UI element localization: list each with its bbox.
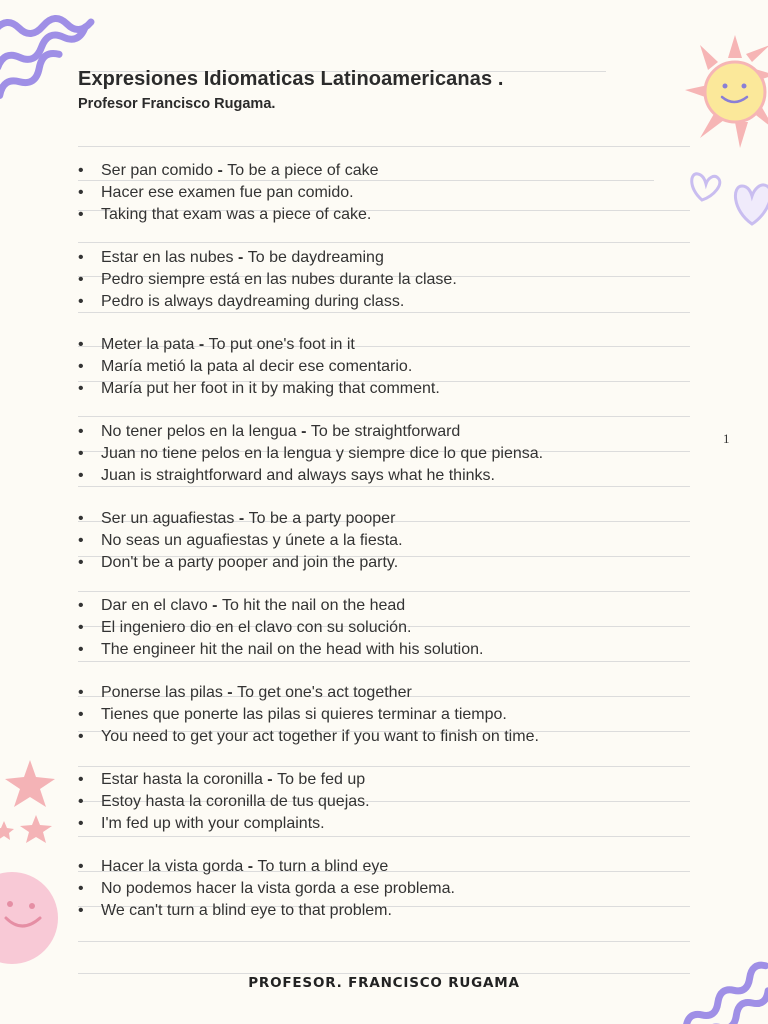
idiom-spanish: Estar hasta la coronilla xyxy=(101,771,263,788)
example-text: I'm fed up with your complaints. xyxy=(101,814,325,832)
idiom-spanish: Estar en las nubes xyxy=(101,249,234,266)
example-english xyxy=(78,813,325,835)
bullet-icon: • xyxy=(78,858,84,875)
rule-line xyxy=(78,416,690,417)
rule-line xyxy=(78,973,690,974)
idiom-heading xyxy=(78,160,379,182)
rule-line xyxy=(78,146,690,147)
idiom-english: To put one's foot in it xyxy=(208,336,355,353)
bullet-icon: • xyxy=(78,510,84,527)
idiom-separator: - xyxy=(296,423,311,440)
rule-line xyxy=(78,242,690,243)
bullet-icon: • xyxy=(78,249,84,266)
example-spanish xyxy=(78,878,455,900)
bullet-icon: • xyxy=(78,879,84,897)
bullet-icon: • xyxy=(78,553,84,571)
rule-line xyxy=(78,766,690,767)
idiom-english: To be daydreaming xyxy=(247,249,384,266)
bullet-icon: • xyxy=(78,640,84,658)
example-text: Don't be a party pooper and join the party. xyxy=(101,553,399,571)
document-title: Expresiones Idiomaticas Latinoamericanas . xyxy=(78,68,504,90)
example-english xyxy=(78,204,371,226)
rule-line xyxy=(78,941,690,942)
idiom-english: To be a piece of cake xyxy=(227,162,379,179)
idiom-english: To get one's act together xyxy=(237,684,412,701)
idiom-heading xyxy=(78,595,405,617)
idiom-english: To be fed up xyxy=(277,771,366,788)
idiom-spanish: Ser un aguafiestas xyxy=(101,510,235,527)
example-text: Pedro siempre está en las nubes durante la clase. xyxy=(101,270,457,288)
idiom-spanish: No tener pelos en la lengua xyxy=(101,423,297,440)
example-text: Estoy hasta la coronilla de tus quejas. xyxy=(101,792,370,810)
page-footer: PROFESOR. FRANCISCO RUGAMA xyxy=(248,975,520,991)
idiom-separator: - xyxy=(243,858,258,875)
bullet-icon: • xyxy=(78,183,84,201)
idiom-spanish: Dar en el clavo xyxy=(101,597,208,614)
idiom-spanish: Ser pan comido xyxy=(101,162,214,179)
rule-line xyxy=(78,661,690,662)
bullet-icon: • xyxy=(78,466,84,484)
example-english xyxy=(78,378,440,400)
idiom-heading xyxy=(78,856,388,878)
bullet-icon: • xyxy=(78,270,84,288)
bullet-icon: • xyxy=(78,705,84,723)
example-english xyxy=(78,726,539,748)
example-spanish xyxy=(78,704,507,726)
example-text: María metió la pata al decir ese comentario. xyxy=(101,357,413,375)
idiom-separator: - xyxy=(194,336,209,353)
example-text: Tienes que ponerte las pilas si quieres terminar a tiempo. xyxy=(101,705,507,723)
bullet-icon: • xyxy=(78,618,84,636)
star-icon xyxy=(0,755,70,855)
idiom-heading xyxy=(78,334,355,356)
example-english xyxy=(78,291,404,313)
example-spanish xyxy=(78,530,403,552)
example-text: El ingeniero dio en el clavo con su solución. xyxy=(101,618,412,636)
example-english xyxy=(78,900,392,922)
idiom-heading xyxy=(78,421,460,443)
idiom-heading xyxy=(78,247,384,269)
bullet-icon: • xyxy=(78,814,84,832)
idiom-separator: - xyxy=(233,249,248,266)
bullet-icon: • xyxy=(78,901,84,919)
bullet-icon: • xyxy=(78,444,84,462)
bullet-icon: • xyxy=(78,162,84,179)
bullet-icon: • xyxy=(78,792,84,810)
bullet-icon: • xyxy=(78,684,84,701)
example-spanish xyxy=(78,791,370,813)
example-english xyxy=(78,639,483,661)
example-text: Juan no tiene pelos en la lengua y siempre dice lo que piensa. xyxy=(101,444,544,462)
idiom-heading xyxy=(78,682,412,704)
bullet-icon: • xyxy=(78,771,84,788)
example-spanish xyxy=(78,356,412,378)
idiom-heading xyxy=(78,769,365,791)
example-text: Taking that exam was a piece of cake. xyxy=(101,205,372,223)
example-english xyxy=(78,552,398,574)
bullet-icon: • xyxy=(78,423,84,440)
bullet-icon: • xyxy=(78,205,84,223)
bullet-icon: • xyxy=(78,292,84,310)
example-english xyxy=(78,465,495,487)
wave-icon xyxy=(660,924,768,1024)
example-text: Juan is straightforward and always says what he thinks. xyxy=(101,466,495,484)
sun-face-icon xyxy=(680,30,768,150)
page-number: 1 xyxy=(723,431,730,446)
idiom-separator: - xyxy=(213,162,228,179)
example-text: We can't turn a blind eye to that problem. xyxy=(101,901,392,919)
idiom-english: To hit the nail on the head xyxy=(221,597,406,614)
rule-line xyxy=(78,836,690,837)
smiley-face-icon xyxy=(0,870,70,970)
rule-line xyxy=(78,591,690,592)
bullet-icon: • xyxy=(78,531,84,549)
idiom-spanish: Hacer la vista gorda xyxy=(101,858,244,875)
bullet-icon: • xyxy=(78,357,84,375)
idiom-english: To be straightforward xyxy=(310,423,461,440)
idiom-heading xyxy=(78,508,395,530)
example-text: No seas un aguafiestas y únete a la fiesta. xyxy=(101,531,403,549)
idiom-separator: - xyxy=(207,597,222,614)
example-text: María put her foot in it by making that comment. xyxy=(101,379,440,397)
bullet-icon: • xyxy=(78,379,84,397)
example-text: Pedro is always daydreaming during class. xyxy=(101,292,405,310)
idiom-spanish: Ponerse las pilas xyxy=(101,684,223,701)
example-spanish xyxy=(78,269,457,291)
example-text: You need to get your act together if you want to finish on time. xyxy=(101,727,539,745)
bullet-icon: • xyxy=(78,597,84,614)
idiom-separator: - xyxy=(262,771,278,788)
example-text: Hacer ese examen fue pan comido. xyxy=(101,183,354,201)
idiom-english: To be a party pooper xyxy=(248,510,396,527)
bullet-icon: • xyxy=(78,727,84,745)
example-text: No podemos hacer la vista gorda a ese problema. xyxy=(101,879,455,897)
heart-icon xyxy=(684,162,768,237)
idiom-separator: - xyxy=(234,510,249,527)
example-spanish xyxy=(78,443,543,465)
document-subtitle: Profesor Francisco Rugama. xyxy=(78,96,276,112)
bullet-icon: • xyxy=(78,336,84,353)
idiom-spanish: Meter la pata xyxy=(101,336,195,353)
example-spanish xyxy=(78,182,354,204)
idiom-english: To turn a blind eye xyxy=(257,858,389,875)
idiom-separator: - xyxy=(222,684,238,701)
example-text: The engineer hit the nail on the head with his solution. xyxy=(101,640,484,658)
example-spanish xyxy=(78,617,411,639)
